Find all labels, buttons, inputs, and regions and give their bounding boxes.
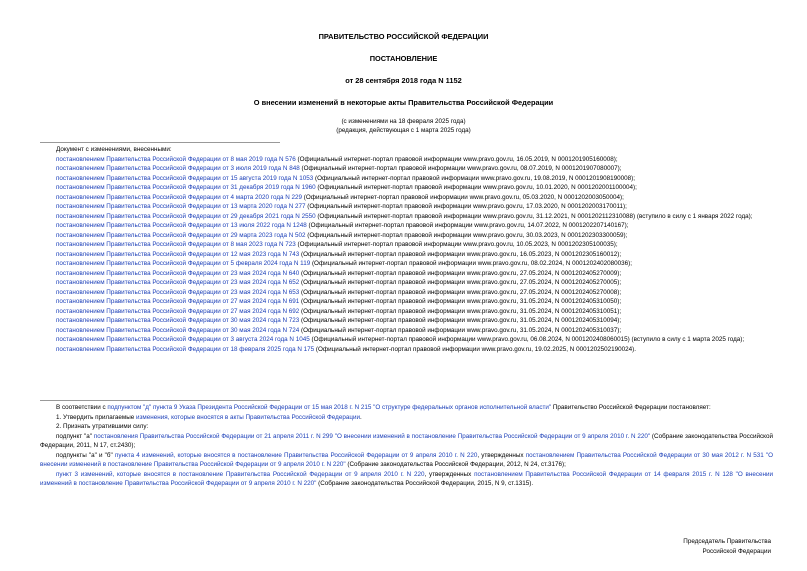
document-type: ПОСТАНОВЛЕНИЕ <box>369 54 438 63</box>
change-link[interactable]: постановлением Правительства Российской Федерации от 23 мая 2024 года N 640 <box>56 269 300 277</box>
change-item <box>40 164 773 174</box>
change-source: (Официальный интернет-портал правовой информации www.pravo.gov.ru, 08.02.2024, N 0001202402080036); <box>310 260 632 267</box>
change-link[interactable]: постановлением Правительства Российской Федерации от 13 июля 2022 года N 1248 <box>56 222 307 229</box>
repeal-link-3b[interactable]: постановлением Правительства Российской Федерации от 14 февраля 2015 г. N 128 "О внесении изменений в постановление Правительства Российской Федерации от 9 апреля 2010 г. N 220" <box>40 470 773 487</box>
change-item <box>40 212 773 222</box>
changes-link[interactable]: изменения, которые вносятся в акты Правительства Российской Федерации <box>136 413 360 421</box>
change-item <box>40 278 773 288</box>
change-source: (Официальный интернет-портал правовой информации www.pravo.gov.ru, 19.08.2019, N 0001201908190008); <box>313 174 636 182</box>
change-source: (Официальный интернет-портал правовой информации www.pravo.gov.ru, 27.05.2024, N 0001202405270005); <box>299 279 622 286</box>
change-link[interactable]: постановлением Правительства Российской Федерации от 8 мая 2023 года N 723 <box>56 241 296 248</box>
change-item <box>40 202 773 212</box>
repeal-link-3a[interactable]: пункт 3 изменений, которые вносятся в постановление Правительства Российской Федерации от 9 апреля 2010 г. N 220 <box>56 470 425 478</box>
change-source: (Официальный интернет-портал правовой информации www.pravo.gov.ru, 17.03.2020, N 0001202003170011); <box>305 203 627 210</box>
change-source: (Официальный интернет-портал правовой информации www.pravo.gov.ru, 16.05.2019, N 0001201905160008); <box>295 155 618 163</box>
change-link[interactable]: постановлением Правительства Российской Федерации от 29 декабря 2021 года N 2550 <box>56 212 316 220</box>
change-link[interactable]: постановлением Правительства Российской Федерации от 31 декабря 2019 года N 1960 <box>56 184 316 191</box>
signature-block <box>683 537 771 556</box>
change-link[interactable]: постановлением Правительства Российской Федерации от 12 мая 2023 года N 743 <box>56 250 300 258</box>
change-item <box>40 316 773 326</box>
change-source: (Официальный интернет-портал правовой информации www.pravo.gov.ru, 31.05.2024, N 0001202405310051); <box>299 307 622 315</box>
decree-link[interactable]: подпунктом "д" пункта 9 Указа Президента Российской Федерации от 15 мая 2018 г. N 215 "О структуре федеральных органов исполнительной власти" <box>107 404 552 411</box>
changes-items <box>40 155 773 355</box>
change-source: (Официальный интернет-портал правовой информации www.pravo.gov.ru, 30.03.2023, N 0001202303300059); <box>305 231 628 239</box>
change-source: (Официальный интернет-портал правовой информации www.pravo.gov.ru, 14.07.2022, N 0001202207140167); <box>306 222 629 229</box>
change-link[interactable]: постановлением Правительства Российской Федерации от 3 августа 2024 года N 1045 <box>56 336 310 343</box>
change-source: (Официальный интернет-портал правовой информации www.pravo.gov.ru, 06.08.2024, N 0001202408060015) (вступило в силу с 1 марта 2025 года); <box>309 336 745 343</box>
paragraph-preamble: В соответствии с подпунктом "д" пункта 9 Указа Президента Российской Федерации от 15 мая 2018 г. N 215 "О структуре федеральных органов исполнительной власти" Правительство Российской Федерации постановляет: <box>56 404 711 411</box>
changes-label: Документ с изменениями, внесенными: <box>56 146 172 153</box>
change-item <box>40 174 773 184</box>
repeal-link-2b[interactable]: постановлением Правительства Российской Федерации от 30 мая 2012 г. N 531 "О внесении изменений в постановление Правительства Российской Федерации от 9 апреля 2010 г. N 220" <box>40 451 773 468</box>
change-source: (Официальный интернет-портал правовой информации www.pravo.gov.ru, 08.07.2019, N 0001201907080007); <box>299 165 622 172</box>
body-divider <box>40 400 280 401</box>
change-item <box>40 155 773 165</box>
change-item <box>40 250 773 260</box>
change-source: (Официальный интернет-портал правовой информации www.pravo.gov.ru, 10.01.2020, N 0001202001100004); <box>315 184 637 191</box>
change-link[interactable]: постановлением Правительства Российской Федерации от 29 марта 2023 года N 502 <box>56 231 306 239</box>
change-item <box>40 259 773 269</box>
change-item <box>40 269 773 279</box>
paragraph-repeal-1: подпункт "а" постановления Правительства Российской Федерации от 21 апреля 2011 г. N 299 "О внесении изменений в постановление Правительства Российской Федерации от 9 апреля 2010 г. N 220" (Собрание законодательства Российской Федерации, 2011, N 17, ст.2430); <box>40 432 774 449</box>
change-source: (Официальный интернет-портал правовой информации www.pravo.gov.ru, 16.05.2023, N 0001202305160012); <box>299 250 622 258</box>
change-item <box>40 288 773 298</box>
changes-list <box>40 145 773 354</box>
signature-line-1: Председатель Правительства <box>683 538 771 545</box>
government-name: ПРАВИТЕЛЬСТВО РОССИЙСКОЙ ФЕДЕРАЦИИ <box>318 32 489 41</box>
change-source: (Официальный интернет-портал правовой информации www.pravo.gov.ru, 19.02.2025, N 0001202502190024). <box>314 345 636 353</box>
change-item <box>40 335 773 345</box>
change-source: (Официальный интернет-портал правовой информации www.pravo.gov.ru, 27.05.2024, N 0001202405270009); <box>299 269 622 277</box>
change-item <box>40 221 773 231</box>
change-item <box>40 193 773 203</box>
document-body <box>40 403 773 489</box>
change-source: (Официальный интернет-портал правовой информации www.pravo.gov.ru, 31.05.2024, N 0001202405310050); <box>299 298 622 305</box>
change-source: (Официальный интернет-портал правовой информации www.pravo.gov.ru, 31.05.2024, N 0001202405310094); <box>299 317 622 324</box>
change-source: (Официальный интернет-портал правовой информации www.pravo.gov.ru, 10.05.2023, N 0001202305100035); <box>295 241 618 248</box>
change-item <box>40 307 773 317</box>
change-item <box>40 231 773 241</box>
change-item <box>40 240 773 250</box>
change-link[interactable]: постановлением Правительства Российской Федерации от 27 мая 2024 года N 692 <box>56 307 300 315</box>
change-link[interactable]: постановлением Правительства Российской Федерации от 23 мая 2024 года N 653 <box>56 288 300 296</box>
change-link[interactable]: постановлением Правительства Российской Федерации от 4 марта 2020 года N 229 <box>56 193 303 201</box>
change-source: (Официальный интернет-портал правовой информации www.pravo.gov.ru, 27.05.2024, N 0001202405270008); <box>299 288 622 296</box>
change-item <box>40 297 773 307</box>
change-source: (Официальный интернет-портал правовой информации www.pravo.gov.ru, 05.03.2020, N 0001202003050004); <box>302 193 624 201</box>
paragraph-2: 2. Признать утратившими силу: <box>56 423 149 430</box>
change-link[interactable]: постановлением Правительства Российской Федерации от 5 февраля 2024 года N 119 <box>56 260 311 267</box>
change-link[interactable]: постановлением Правительства Российской Федерации от 27 мая 2024 года N 691 <box>56 298 300 305</box>
change-source: (Официальный интернет-портал правовой информации www.pravo.gov.ru, 31.05.2024, N 0001202405310037); <box>299 326 622 334</box>
change-item <box>40 326 773 336</box>
repeal-link-2a[interactable]: пункта 4 изменений, которые вносятся в постановление Правительства Российской Федерации от 9 апреля 2010 г. N 220 <box>114 451 478 459</box>
change-link[interactable]: постановлением Правительства Российской Федерации от 18 февраля 2025 года N 175 <box>56 345 315 353</box>
signature-line-2: Российской Федерации <box>702 547 771 555</box>
edition-note: (редакция, действующая с 1 марта 2025 года) <box>336 127 471 134</box>
change-item <box>40 183 773 193</box>
change-item <box>40 345 773 355</box>
top-divider <box>40 142 280 143</box>
paragraph-repeal-3: пункт 3 изменений, которые вносятся в постановление Правительства Российской Федерации от 9 апреля 2010 г. N 220, утвержденных постановлением Правительства Российской Федерации от 14 февраля 2015 г. N 128 "О внесении изменений в постановление Правительства Российской Федерации от 9 апреля 2010 г. N 220" (Собрание законодательства Российской Федерации, 2015, N 9, ст.1315). <box>40 470 773 487</box>
change-link[interactable]: постановлением Правительства Российской Федерации от 15 августа 2019 года N 1053 <box>56 174 314 182</box>
paragraph-repeal-2: подпункты "а" и "б" пункта 4 изменений, которые вносятся в постановление Правительства Российской Федерации от 9 апреля 2010 г. N 220, утвержденных постановлением Правительства Российской Федерации от 30 мая 2012 г. N 531 "О внесении изменений в постановление Правительства Российской Федерации от 9 апреля 2010 г. N 220" (Собрание законодательства Российской Федерации, 2012, N 24, ст.3176); <box>40 451 773 468</box>
document-title: О внесении изменений в некоторые акты Правительства Российской Федерации <box>253 98 554 107</box>
amended-note: (с изменениями на 18 февраля 2025 года) <box>341 118 466 125</box>
change-link[interactable]: постановлением Правительства Российской Федерации от 3 июля 2019 года N 848 <box>56 165 300 172</box>
change-link[interactable]: постановлением Правительства Российской Федерации от 8 мая 2019 года N 576 <box>56 155 296 163</box>
paragraph-1: 1. Утвердить прилагаемые изменения, которые вносятся в акты Правительства Российской Федерации. <box>56 413 362 421</box>
change-link[interactable]: постановлением Правительства Российской Федерации от 23 мая 2024 года N 652 <box>56 279 300 286</box>
change-link[interactable]: постановлением Правительства Российской Федерации от 30 мая 2024 года N 723 <box>56 317 300 324</box>
document-date: от 28 сентября 2018 года N 1152 <box>345 76 462 85</box>
repeal-link-1[interactable]: постановления Правительства Российской Федерации от 21 апреля 2011 г. N 299 "О внесении изменений в постановление Правительства Российской Федерации от 9 апреля 2010 г. N 220" <box>93 432 651 440</box>
change-link[interactable]: постановлением Правительства Российской Федерации от 30 мая 2024 года N 724 <box>56 326 300 334</box>
change-source: (Официальный интернет-портал правовой информации www.pravo.gov.ru, 31.12.2021, N 0001202112310088) (вступило в силу с 1 января 2022 года); <box>315 212 753 220</box>
change-link[interactable]: постановлением Правительства Российской Федерации от 13 марта 2020 года N 277 <box>56 203 306 210</box>
